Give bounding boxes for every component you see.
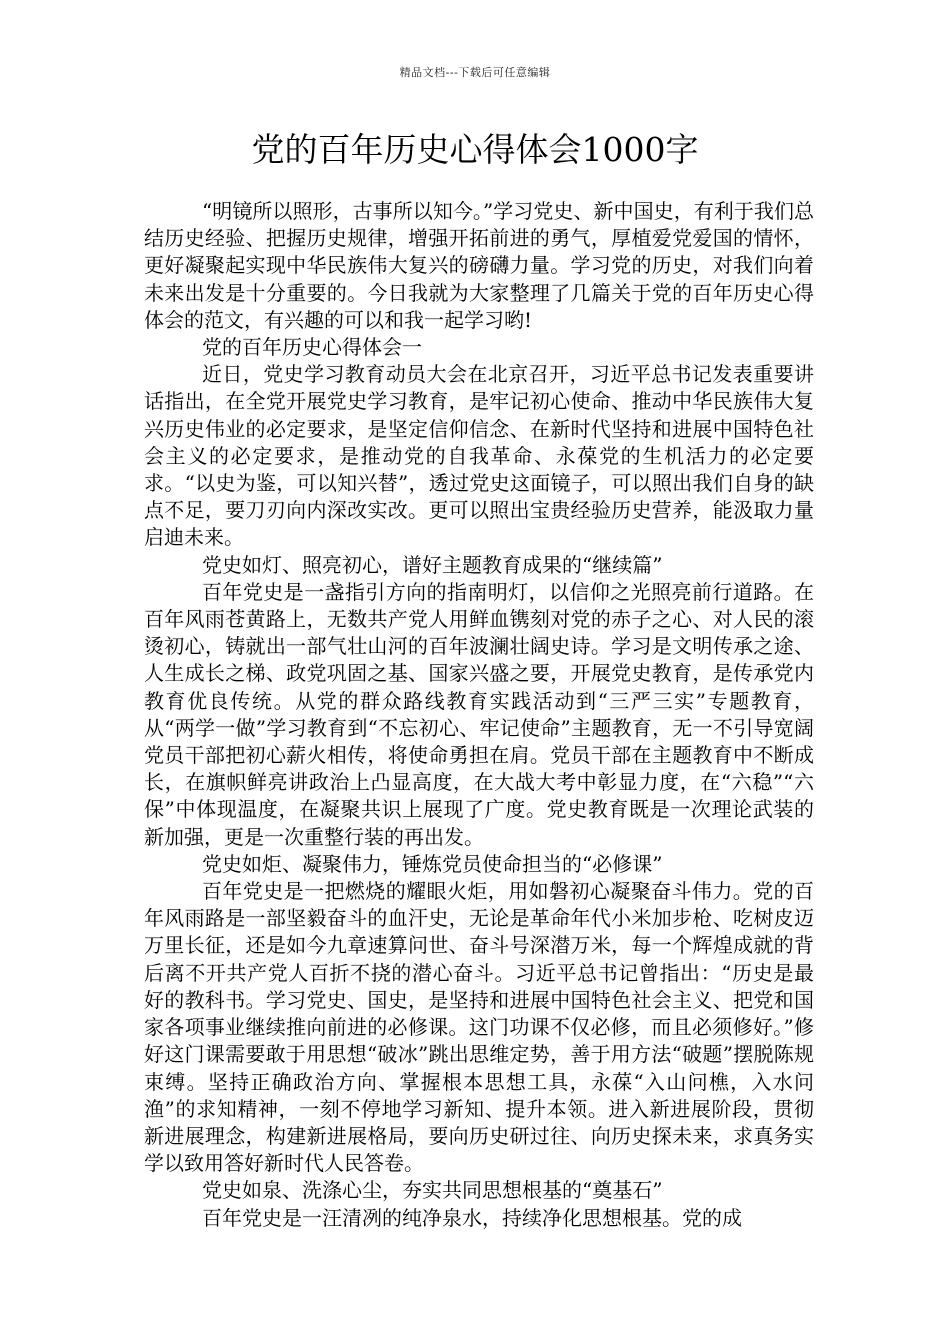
intro-paragraph: “明镜所以照形，古事所以知今。”学习党史、新中国史，有利于我们总结历史经验、把握历史规律，增强开拓前进的勇气，厚植爱党爱国的情怀，更好凝聚起实现中华民族伟大复兴的磅礴力量。学习党的历史，对我们向着未来出发是十分重要的。今日我就为大家整理了几篇关于党的百年历史心得体会的范文，有兴趣的可以和我一起学习哟! [144, 199, 814, 332]
section-heading: 党史如炬、凝聚伟力，锤炼党员使命担当的“必修课” [202, 851, 663, 876]
header-note: 精品文档---下载后可任意编辑 [399, 66, 551, 79]
section-heading: 党史如灯、照亮初心，谱好主题教育成果的“继续篇” [202, 552, 663, 577]
document-title: 党的百年历史心得体会1000字 [251, 130, 699, 169]
body-paragraph: 百年党史是一把燃烧的耀眼火炬，用如磐初心凝聚奋斗伟力。党的百年风雨路是一部坚毅奋斗的血汗史，无论是革命年代小米加步枪、吃树皮迈万里长征，还是如今九章速算问世、奋斗号深潜万米，每一个辉煌成就的背后离不开共产党人百折不挠的潜心奋斗。习近平总书记曾指出：“历史是最好的教科书。学习党史、国史，是坚持和进展中国特色社会主义、把党和国家各项事业继续推向前进的必修课。这门功课不仅必修，而且必须修好。”修好这门课需要敢于用思想“破冰”跳出思维定势，善于用方法“破题”摆脱陈规束缚。坚持正确政治方向、掌握根本思想工具，永葆“入山问樵，入水问渔”的求知精神，一刻不停地学习新知、提升本领。进入新进展阶段，贯彻新进展理念，构建新进展格局，要向历史研过往、向历史探未来，求真务实学以致用答好新时代人民答卷。 [144, 879, 814, 1176]
document-body [144, 198, 814, 1232]
section-heading: 党史如泉、洗涤心尘，夯实共同思想根基的“奠基石” [202, 1178, 663, 1203]
body-paragraph: 百年党史是一盏指引方向的指南明灯，以信仰之光照亮前行道路。在百年风雨苍黄路上，无数共产党人用鲜血镌刻对党的赤子之心、对人民的滚烫初心，铸就出一部气壮山河的百年波澜壮阔史诗。学习是文明传承之途、人生成长之梯、政党巩固之基、国家兴盛之要，开展党史教育，是传承党内教育优良传统。从党的群众路线教育实践活动到“三严三实”专题教育，从“两学一做”学习教育到“不忘初心、牢记使命”主题教育，无一不引导宽阔党员干部把初心薪火相传，将使命勇担在肩。党员干部在主题教育中不断成长，在旗帜鲜亮讲政治上凸显高度，在大战大考中彰显力度，在“六稳”“六保”中体现温度，在凝聚共识上展现了广度。党史教育既是一次理论武装的新加强，更是一次重整行装的再出发。 [144, 579, 814, 849]
body-paragraph: 近日，党史学习教育动员大会在北京召开，习近平总书记发表重要讲话指出，在全党开展党史学习教育，是牢记初心使命、推动中华民族伟大复兴历史伟业的必定要求，是坚定信仰信念、在新时代坚持和进展中国特色社会主义的必定要求，是推动党的自我革命、永葆党的生机活力的必定要求。“以史为鉴，可以知兴替”，透过党史这面镜子，可以照出我们自身的缺点不足，要刀刃向内深改实改。更可以照出宝贵经验历史营养，能汲取力量启迪未来。 [144, 362, 814, 550]
section-heading: 党的百年历史心得体会一 [202, 335, 422, 360]
body-paragraph: 百年党史是一汪清冽的纯净泉水，持续净化思想根基。党的成 [202, 1205, 742, 1230]
